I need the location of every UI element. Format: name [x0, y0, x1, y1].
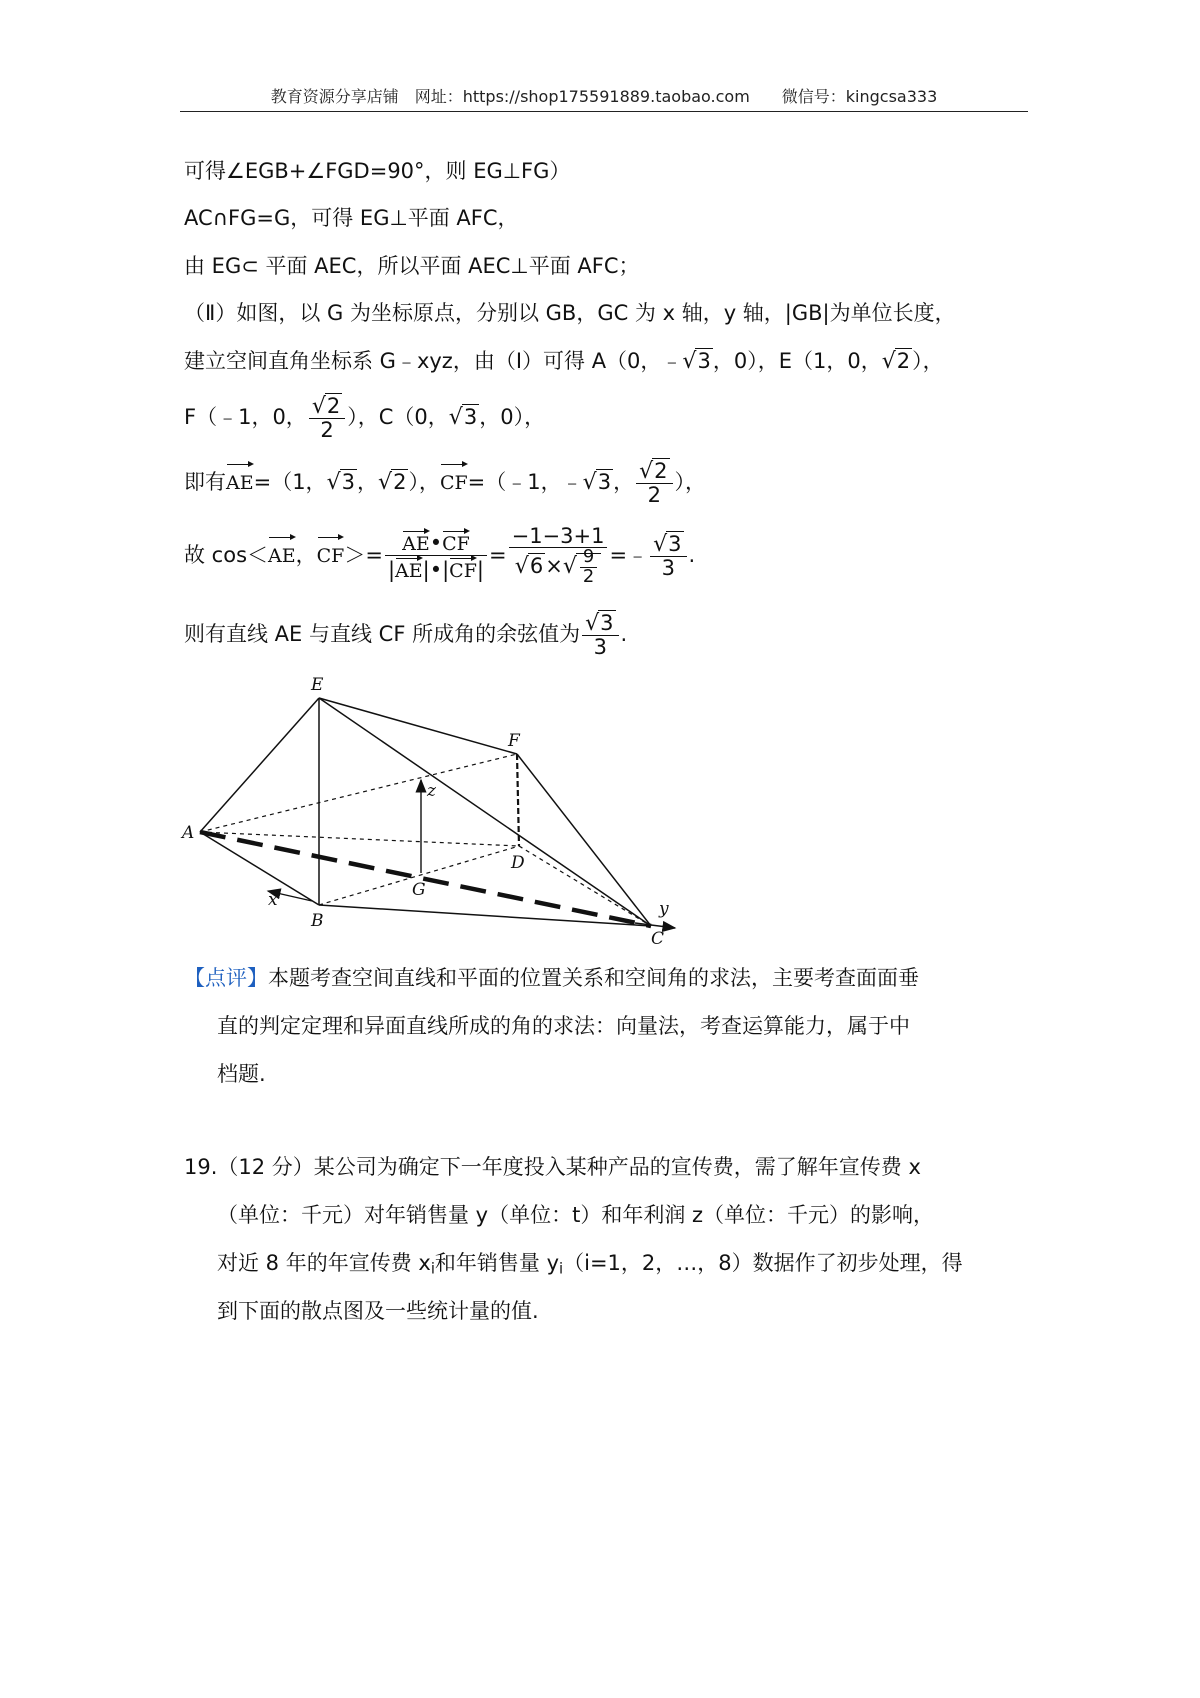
abs-bar: | [422, 558, 430, 583]
line7-text-a: 即有 [184, 470, 226, 495]
sqrt-2: √2 [881, 349, 911, 374]
radicand: 2 [393, 470, 407, 495]
dot-operator: • [429, 558, 443, 583]
sqrt-3: √3 [682, 349, 711, 374]
radicand: 3 [600, 611, 614, 635]
label-z: z [427, 781, 436, 801]
p3-text-e: （i=1，2，…，8）数据作了初步处理，得 [563, 1251, 963, 1275]
label-f: F [508, 731, 520, 751]
radicand: 3 [341, 470, 355, 495]
solution-line-6 [184, 395, 545, 441]
solution-line-3: 由 EG⊂ 平面 AEC，所以平面 AEC⊥平面 AFC； [184, 254, 640, 278]
denominator: 2 [647, 483, 661, 508]
line8-text-a: 故 cos＜ [184, 542, 269, 567]
solution-line-5 [184, 346, 944, 377]
abs-bar: | [442, 558, 450, 583]
solution-line-7 [184, 460, 706, 506]
line5-text-c: ）， [912, 349, 944, 373]
line8-text-e: =﹣ [609, 542, 649, 567]
label-y: y [659, 899, 669, 919]
dot-operator: • [429, 531, 443, 556]
problem-19-line-3 [217, 1248, 963, 1285]
header-rule [180, 111, 1028, 112]
denominator: 2 [582, 565, 595, 587]
radicand: 3 [597, 470, 612, 495]
vector-ae: AE [395, 556, 423, 582]
line8-text-c: ＞= [344, 542, 383, 567]
fraction-sqrt2-over-2: $\frac{√2}{2}$ [309, 395, 345, 441]
abs-bar: | [387, 558, 396, 583]
comment-text-1: 本题考查空间直线和平面的位置关系和空间角的求法，主要考查面面垂 [268, 966, 919, 990]
line7-text-b: =（1， [253, 470, 327, 495]
edge-fd-dashed [517, 754, 519, 846]
label-c: C [651, 929, 665, 949]
vector-ae: AE [268, 535, 296, 571]
label-b: B [311, 911, 324, 931]
numerator: 9 [580, 548, 597, 568]
radicand: 3 [668, 531, 682, 556]
vector-cf: CF [449, 556, 477, 582]
line7-text-c: ， [357, 470, 378, 495]
edge-ef [319, 698, 517, 754]
vector-ae: AE [226, 462, 254, 498]
line6-text-b: ），C（0， [347, 405, 449, 430]
line9-text-a: 则有直线 AE 与直线 CF 所成角的余弦值为 [184, 622, 581, 647]
label-e: E [311, 675, 324, 695]
comment-tag: 【点评】 [184, 966, 268, 990]
solution-line-2: AC∩FG=G，可得 EG⊥平面 AFC， [184, 206, 519, 230]
sqrt-3: √3 [448, 405, 478, 431]
line6-text-c: ，0）， [479, 405, 546, 430]
sqrt-3: √3 [326, 470, 355, 496]
line6-text-a: F（﹣1，0， [184, 405, 307, 430]
fraction-cos-formula [385, 529, 487, 582]
fraction-numeric: −1−3+1 √6×√ $\frac{9}{2}$ [509, 525, 608, 587]
subscript-i: i [559, 1260, 564, 1278]
sqrt-3: √3 [582, 470, 612, 496]
radicand: 3 [463, 405, 478, 430]
page-header: 教育资源分享店铺 网址：https://shop175591889.taobao.com 微信号：kingcsa333 [270, 87, 938, 106]
solution-line-4: （Ⅱ）如图，以 G 为坐标原点，分别以 GB，GC 为 x 轴，y 轴，|GB|为单位长度， [184, 301, 956, 325]
fraction-sqrt2-over-2: $\frac{√2}{2}$ [636, 460, 672, 506]
label-x: x [268, 890, 278, 910]
solution-line-8 [184, 525, 695, 587]
radicand: 2 [896, 349, 911, 373]
line7-text-d: ）， [408, 470, 440, 495]
line8-text-d: = [488, 542, 507, 567]
radicand: 2 [654, 459, 668, 483]
numerator: −1−3+1 [509, 525, 608, 548]
p3-text-c: 和年销售量 y [434, 1251, 560, 1275]
comment-line-2: 直的判定定理和异面直线所成的角的求法：向量法，考查运算能力，属于中 [217, 1014, 910, 1038]
radicand: 6 [529, 554, 544, 579]
problem-19-line-2: （单位：千元）对年销售量 y（单位：t）和年利润 z（单位：千元）的影响， [217, 1203, 935, 1227]
times-operator: × [545, 554, 563, 579]
subscript-i: i [430, 1260, 435, 1278]
label-a: A [182, 823, 195, 843]
radicand: 3 [697, 349, 711, 373]
line8-text-f: . [688, 542, 696, 567]
line7-text-e: =（﹣1，﹣ [467, 470, 583, 495]
radicand: 2 [326, 394, 341, 418]
solution-line-9 [184, 612, 627, 658]
edge-af-dashed [200, 754, 517, 832]
problem-19-line-4: 到下面的散点图及一些统计量的值. [217, 1299, 539, 1323]
line8-text-b: ， [295, 542, 317, 567]
vector-ae: AE [402, 529, 430, 555]
vector-cf: CF [317, 535, 345, 571]
denominator: 3 [661, 555, 675, 580]
fraction-sqrt3-over-3: $\frac{√3}{3}$ [650, 533, 686, 579]
vector-cf: CF [442, 529, 470, 555]
denominator: 3 [593, 635, 607, 660]
label-g: G [412, 880, 426, 900]
geometry-figure [180, 670, 700, 950]
line9-text-b: . [620, 622, 628, 647]
edge-bc [319, 905, 651, 926]
denominator: 2 [320, 418, 334, 443]
p3-text-a: 对近 8 年的年宣传费 x [217, 1251, 431, 1275]
label-d: D [511, 853, 525, 873]
comment-line-3: 档题. [217, 1062, 266, 1086]
solution-line-1: 可得∠EGB+∠FGD=90°，则 EG⊥FG） [184, 159, 571, 183]
line5-text-b: ，0），E（1，0， [712, 349, 882, 373]
edge-ae [200, 698, 319, 832]
vector-cf: CF [440, 462, 468, 498]
line7-text-f: ， [613, 470, 635, 495]
line5-text-a: 建立空间直角坐标系 G﹣xyz，由（Ⅰ）可得 A（0，﹣ [184, 349, 683, 373]
fraction-sqrt3-over-3: $\frac{√3}{3}$ [582, 612, 618, 658]
problem-19-line-1: 19.（12 分）某公司为确定下一年度投入某种产品的宣传费，需了解年宣传费 x [184, 1155, 921, 1179]
abs-bar: | [476, 558, 484, 583]
comment-line-1 [184, 963, 919, 993]
sqrt-2: √2 [378, 470, 407, 496]
line7-text-g: ）， [674, 470, 707, 495]
